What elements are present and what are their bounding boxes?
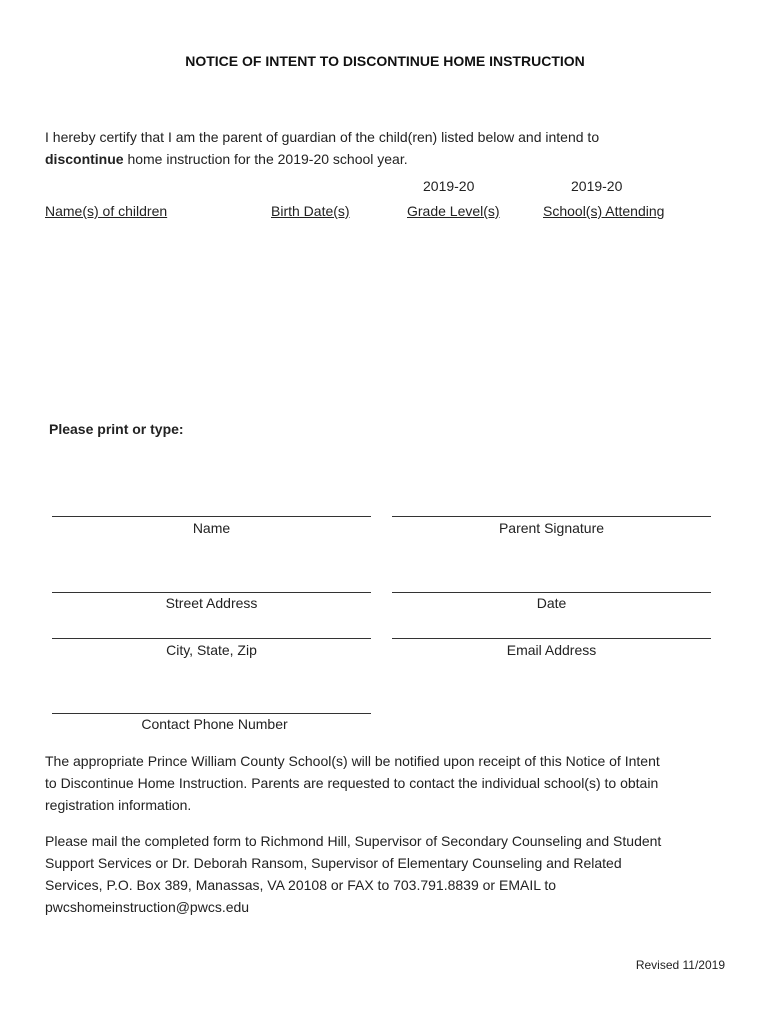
email-address-field-line[interactable] [392,638,711,639]
mailing-line-2: Support Services or Dr. Deborah Ransom, Supervisor of Elementary Counseling and Related [45,855,622,871]
contact-phone-field-label: Contact Phone Number [141,716,288,732]
city-state-zip-field-line[interactable] [52,638,371,639]
mailing-email-address[interactable]: pwcshomeinstruction@pwcs.edu [45,899,250,915]
certification-statement [45,126,725,170]
city-state-zip-field-label: City, State, Zip [166,642,257,658]
discontinue-emphasis: discontinue [45,151,124,167]
contact-phone-field-line[interactable] [52,713,371,714]
column-header-schools: School(s) Attending [543,203,665,219]
notification-paragraph [45,750,725,816]
street-address-field-label: Street Address [165,595,258,611]
notification-line-2: to Discontinue Home Instruction. Parents are requested to contact the individual school(s) to obtain [45,775,659,791]
parent-signature-field-label: Parent Signature [498,520,605,536]
school-year-label: 2019-20 [571,178,623,194]
name-field-label: Name [192,520,231,536]
name-field-line[interactable] [52,516,371,517]
column-header-names: Name(s) of children [45,203,168,219]
mailing-instructions-paragraph [45,830,725,918]
print-or-type-prompt: Please print or type: [49,421,184,437]
date-field-line[interactable] [392,592,711,593]
column-header-grade-levels: Grade Level(s) [407,203,500,219]
certification-line-2-rest: home instruction for the 2019-20 school year. [123,151,408,167]
certification-line-1: I hereby certify that I am the parent of guardian of the child(ren) listed below and intend to [45,129,600,145]
column-header-birth-dates: Birth Date(s) [271,203,350,219]
email-address-field-label: Email Address [506,642,597,658]
parent-signature-field-line[interactable] [392,516,711,517]
grade-year-label: 2019-20 [423,178,475,194]
revision-date: Revised 11/2019 [635,958,725,972]
street-address-field-line[interactable] [52,592,371,593]
mailing-line-1: Please mail the completed form to Richmond Hill, Supervisor of Secondary Counseling and Student [45,833,662,849]
notification-line-1: The appropriate Prince William County School(s) will be notified upon receipt of this Notice of Intent [45,753,660,769]
form-title: NOTICE OF INTENT TO DISCONTINUE HOME INSTRUCTION [185,53,585,69]
mailing-line-3: Services, P.O. Box 389, Manassas, VA 20108 or FAX to 703.791.8839 or EMAIL to [45,877,557,893]
notification-line-3: registration information. [45,797,192,813]
date-field-label: Date [536,595,567,611]
certification-line-2 [45,148,725,170]
